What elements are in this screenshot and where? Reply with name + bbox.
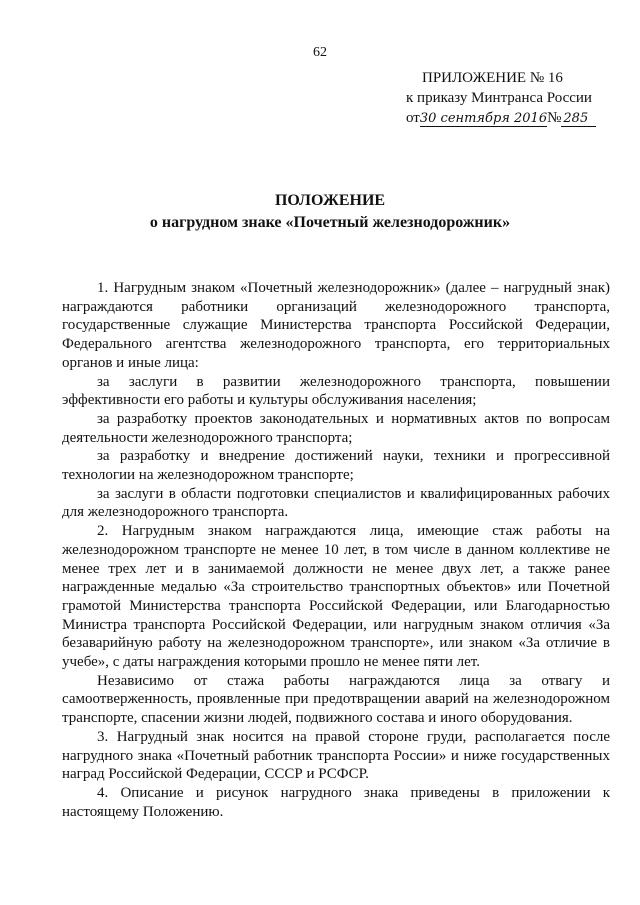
handwritten-number: 285: [561, 111, 596, 127]
paragraph-3: 3. Нагрудный знак носится на правой стороне груди, располагается после нагрудного знака «Почетный работник транспорта России» и ниже государственных наград Российской Федерации, СССР и РСФСР.: [62, 728, 610, 783]
paragraph-1: 1. Нагрудным знаком «Почетный железнодорожник» (далее – нагрудный знак) награждаются работники организаций железнодорожного транспорта, государственные служащие Министерства транспорта Российской Федерации, Федерального агентства железнодорожного транспорта, его территориальных органов и иные лица:: [62, 280, 610, 371]
paragraph-item-3: за разработку и внедрение достижений науки, техники и прогрессивной технологии на железнодорожном транспорте;: [62, 448, 610, 484]
paragraph-4: 4. Описание и рисунок нагрудного знака приведены в приложении к настоящему Положению.: [62, 784, 610, 820]
appendix-subtitle: к приказу Минтранса России: [406, 90, 592, 106]
paragraph-item-4: за заслуги в области подготовки специалистов и квалифицированных рабочих для железнодорожного транспорта.: [62, 485, 610, 521]
handwritten-date: 30 сентября 2016: [419, 111, 548, 126]
document-subtitle: о нагрудном знаке «Почетный железнодорожник»: [149, 214, 511, 231]
document-title: ПОЛОЖЕНИЕ: [274, 192, 386, 209]
number-sign: №: [547, 110, 562, 126]
appendix-block: [406, 68, 606, 129]
page-number: 62: [313, 45, 327, 60]
document-heading: [0, 190, 640, 234]
paragraph-2-note: Независимо от стажа работы награждаются лица за отвагу и самоотверженность, проявленные при предотвращении аварий на железнодорожном транспорте, спасении жизни людей, подвижного состава и иного оборудования.: [62, 672, 610, 727]
paragraph-item-2: за разработку проектов законодательных и нормативных актов по вопросам деятельности железнодорожного транспорта;: [62, 410, 610, 446]
order-from-label: от: [406, 110, 420, 126]
paragraph-item-1: за заслуги в развитии железнодорожного транспорта, повышении эффективности его работы и культуры обслуживания населения;: [62, 373, 610, 409]
paragraph-2: 2. Нагрудным знаком награждаются лица, имеющие стаж работы на железнодорожном транспорте не менее 10 лет, в том числе в данном коллективе не менее трех лет и в занимаемой должности не менее двух лет, а также ранее награжденные медалью «За строительство транспортных объектов» или Почетной грамотой Министерства транспорта Российской Федерации, или Благодарностью Министра транспорта Российской Федерации, или нагрудным знаком отличия «За безаварийную работу на железнодорожном транспорте», или знаком «За отличие в учебе», с даты награждения которыми прошло не менее пяти лет.: [62, 523, 610, 671]
order-line: [406, 108, 606, 129]
document-body: [62, 279, 610, 821]
appendix-title: ПРИЛОЖЕНИЕ № 16: [422, 70, 563, 86]
